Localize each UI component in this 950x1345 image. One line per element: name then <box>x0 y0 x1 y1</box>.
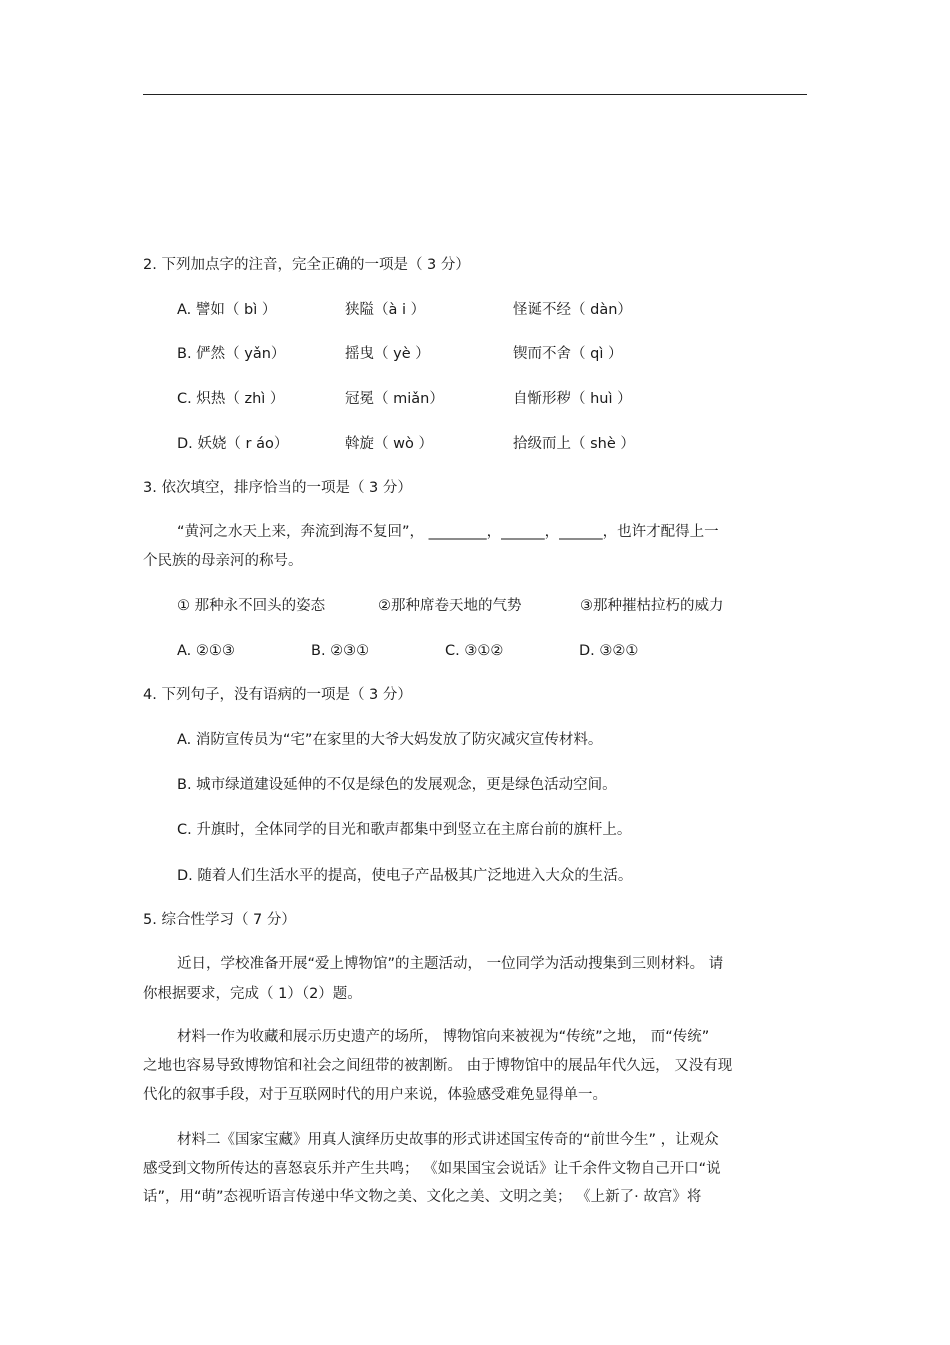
q5-material-1-line-3: 代化的叙事手段，对于互联网时代的用户来说，体验感受难免显得单一。 <box>143 1087 607 1103</box>
header-rule <box>143 94 807 95</box>
q2-option-d-2: 斡旋（ wò ） <box>345 436 433 452</box>
q5-material-2-line-1: 材料二《国家宝藏》用真人演绎历史故事的形式讲述国宝传奇的“前世今生” ，让观众 <box>177 1132 719 1148</box>
q4-option-b: B. 城市绿道建设延伸的不仅是绿色的发展观念，更是绿色活动空间。 <box>177 777 617 793</box>
q4-option-c: C. 升旗时，全体同学的目光和歌声都集中到竖立在主席台前的旗杆上。 <box>177 822 632 838</box>
q5-material-2-line-3: 话”，用“萌”态视听语言传递中华文物之美、文化之美、文明之美； 《上新了· 故宫》将 <box>143 1189 702 1205</box>
q2-option-d-1: D. 妖娆（ r áo） <box>177 436 289 452</box>
q2-option-a-2: 狭隘（à i ） <box>345 302 426 318</box>
q2-option-a-1: A. 譬如（ bì ） <box>177 302 277 318</box>
q4-option-d: D. 随着人们生活水平的提高，使电子产品极其广泛地进入大众的生活。 <box>177 868 633 884</box>
q2-option-a-3: 怪诞不经（ dàn） <box>513 302 632 318</box>
q2-option-c-2: 冠冕（ miǎn） <box>345 391 444 407</box>
q4-stem: 4. 下列句子，没有语病的一项是（ 3 分） <box>143 687 412 703</box>
q5-intro-line-2: 你根据要求，完成（ 1）（2）题。 <box>143 986 362 1002</box>
q2-option-c-1: C. 炽热（ zhì ） <box>177 391 285 407</box>
q4-option-a: A. 消防宣传员为“宅”在家里的大爷大妈发放了防灾减灾宣传材料。 <box>177 732 603 748</box>
q2-option-d-3: 拾级而上（ shè ） <box>513 436 635 452</box>
q5-material-1-line-1: 材料一作为收藏和展示历史遗产的场所， 博物馆向来被视为“传统”之地， 而“传统” <box>177 1029 710 1045</box>
q2-option-b-3: 锲而不舍（ qì ） <box>513 346 623 362</box>
q3-paragraph-line-1: “黄河之水天上来，奔流到海不复回”， ________，______，______，也许才配得上一 <box>177 524 719 540</box>
q5-material-2-line-2: 感受到文物所传达的喜怒哀乐并产生共鸣； 《如果国宝会说话》让千余件文物自己开口“说 <box>143 1161 721 1177</box>
q3-paragraph-line-2: 个民族的母亲河的称号。 <box>143 553 303 569</box>
q2-option-c-3: 自惭形秽（ huì ） <box>513 391 632 407</box>
q2-option-b-2: 摇曳（ yè ） <box>345 346 430 362</box>
q5-material-1-line-2: 之地也容易导致博物馆和社会之间纽带的被割断。 由于博物馆中的展品年代久远， 又没有现 <box>143 1058 733 1074</box>
q2-option-b-1: B. 俨然（ yǎn） <box>177 346 286 362</box>
q3-phrase-2: ②那种席卷天地的气势 <box>378 598 522 614</box>
q2-stem: 2. 下列加点字的注音，完全正确的一项是（ 3 分） <box>143 257 470 273</box>
q5-stem: 5. 综合性学习（ 7 分） <box>143 912 296 928</box>
q3-option-a: A. ②①③ <box>177 643 235 659</box>
q3-stem: 3. 依次填空，排序恰当的一项是（ 3 分） <box>143 480 412 496</box>
q3-option-d: D. ③②① <box>579 643 639 659</box>
q3-phrase-1: ① 那种永不回头的姿态 <box>177 598 326 614</box>
q5-intro-line-1: 近日，学校准备开展“爱上博物馆”的主题活动， 一位同学为活动搜集到三则材料。 请 <box>177 956 724 972</box>
q3-option-b: B. ②③① <box>311 643 370 659</box>
q3-option-c: C. ③①② <box>445 643 504 659</box>
q3-phrase-3: ③那种摧枯拉朽的威力 <box>580 598 724 614</box>
